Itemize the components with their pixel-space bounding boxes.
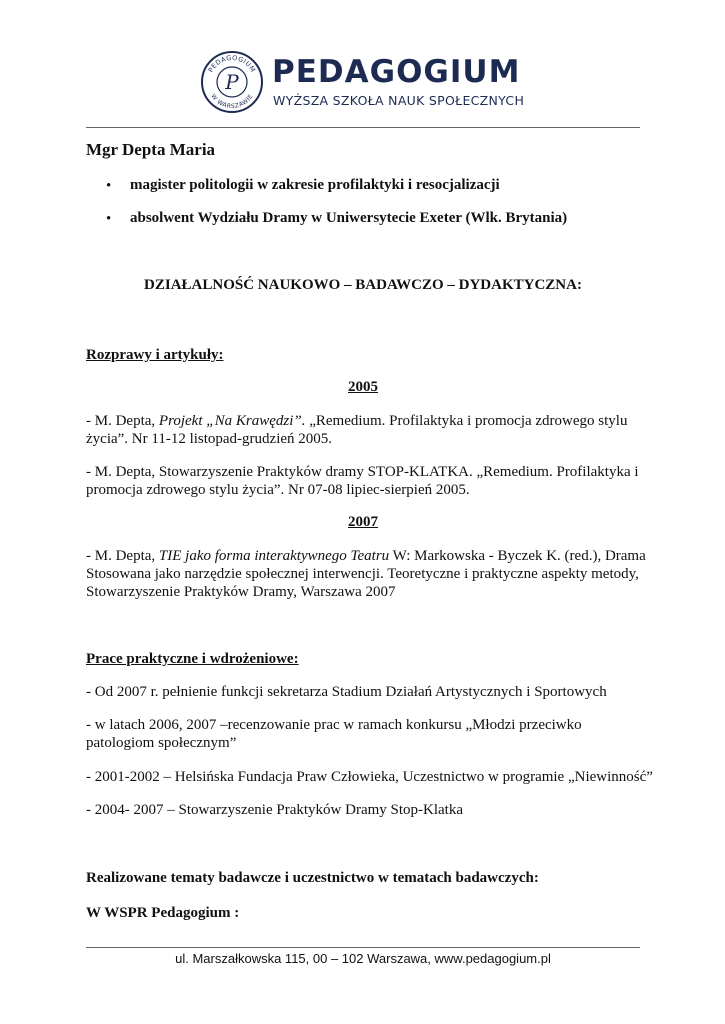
pedagogium-seal-icon bbox=[200, 50, 264, 114]
practical-item-2-line-2: patologiom społecznym” bbox=[86, 735, 237, 751]
article-entry-3: - M. Depta, TIE jako forma interaktywnego Teatru W: Markowska - Byczek K. (red.), Drama bbox=[86, 548, 646, 564]
article-entry-1: - M. Depta, Projekt „Na Krawędzi”. „Remedium. Profilaktyka i promocja zdrowego stylu bbox=[86, 413, 628, 429]
footer-divider bbox=[86, 947, 640, 948]
practical-item-1: - Od 2007 r. pełnienie funkcji sekretarza Stadium Działań Artystycznych i Sportowych bbox=[86, 684, 607, 700]
article-entry-3-line-2: Stosowana jako narzędzie społecznej interwencji. Teoretyczne i praktyczne aspekty metody, bbox=[86, 566, 639, 582]
practical-item-3: - 2001-2002 – Helsińska Fundacja Praw Człowieka, Uczestnictwo w programie „Niewinność” bbox=[86, 769, 653, 785]
article-entry-1-line-2: życia”. Nr 11-12 listopad-grudzień 2005. bbox=[86, 431, 333, 447]
svg-text:PEDAGOGIUM: PEDAGOGIUM bbox=[206, 53, 258, 74]
page-footer: ul. Marszałkowska 115, 00 – 102 Warszawa, www.pedagogium.pl bbox=[175, 951, 551, 966]
header-divider bbox=[86, 127, 640, 128]
practical-item-2: - w latach 2006, 2007 –recenzowanie prac w ramach konkursu „Młodzi przeciwko bbox=[86, 717, 582, 733]
svg-text:W WARSZAWIE: W WARSZAWIE bbox=[209, 92, 255, 111]
qualification-item: magister politologii w zakresie profilaktyki i resocjalizacji bbox=[130, 177, 500, 193]
person-name: Mgr Depta Maria bbox=[86, 140, 216, 159]
qualification-item: absolwent Wydziału Dramy w Uniwersytecie Exeter (Wlk. Brytania) bbox=[130, 210, 568, 226]
pedagogium-logo bbox=[200, 50, 530, 114]
logo-name: PEDAGOGIUM bbox=[272, 54, 521, 90]
section-heading-research: Realizowane tematy badawcze i uczestnictwo w tematach badawczych: bbox=[86, 870, 539, 886]
research-subheading: W WSPR Pedagogium : bbox=[86, 905, 240, 921]
section-heading-articles: Rozprawy i artykuły: bbox=[86, 347, 224, 363]
bullet-icon: • bbox=[106, 178, 112, 194]
article-entry-3-line-3: Stowarzyszenie Praktyków Dramy, Warszawa 2007 bbox=[86, 584, 396, 600]
main-heading: DZIAŁALNOŚĆ NAUKOWO – BADAWCZO – DYDAKTYCZNA: bbox=[144, 277, 582, 293]
article-entry-2: - M. Depta, Stowarzyszenie Praktyków dramy STOP-KLATKA. „Remedium. Profilaktyka i bbox=[86, 464, 639, 480]
logo-subtitle: WYŻSZA SZKOŁA NAUK SPOŁECZNYCH bbox=[273, 93, 525, 108]
year-heading-2005: 2005 bbox=[348, 379, 378, 395]
article-entry-2-line-2: promocja zdrowego stylu życia”. Nr 07-08 lipiec-sierpień 2005. bbox=[86, 482, 470, 498]
year-heading-2007: 2007 bbox=[348, 514, 378, 530]
bullet-icon: • bbox=[106, 211, 112, 227]
section-heading-practical: Prace praktyczne i wdrożeniowe: bbox=[86, 651, 299, 667]
seal-letter: P bbox=[225, 70, 239, 94]
practical-item-4: - 2004- 2007 – Stowarzyszenie Praktyków Dramy Stop-Klatka bbox=[86, 802, 464, 818]
